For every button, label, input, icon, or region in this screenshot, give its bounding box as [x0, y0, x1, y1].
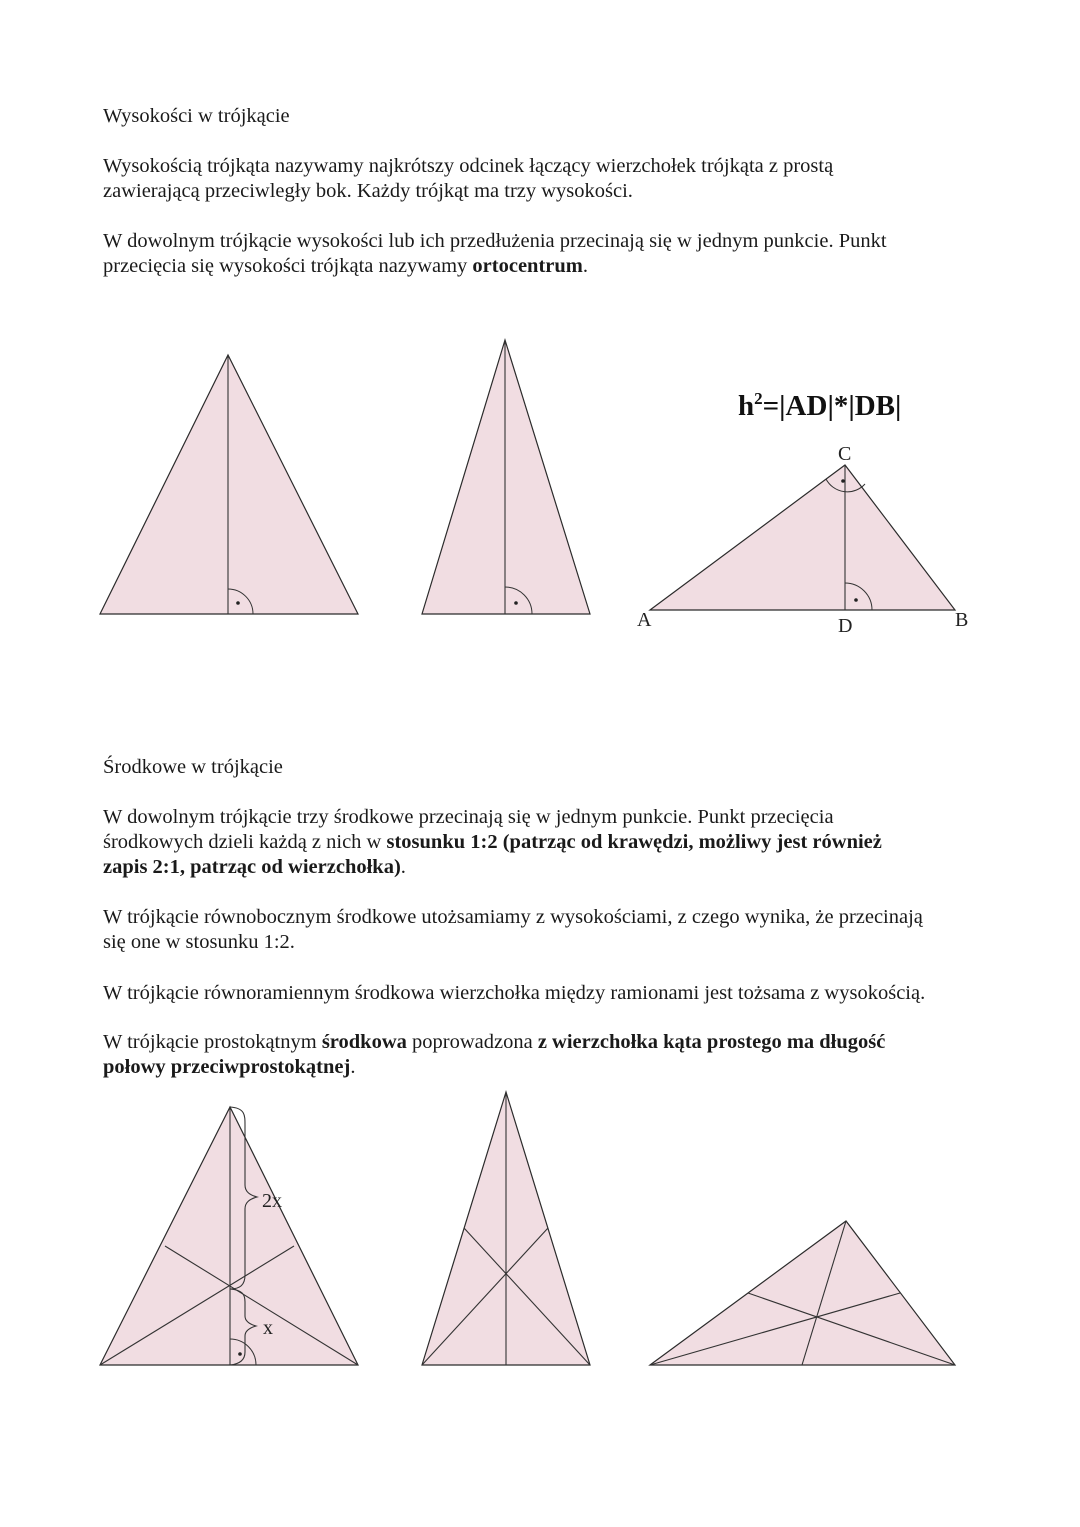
triangle-altitude-2: [422, 340, 590, 614]
median-figures: [0, 1085, 1080, 1385]
label-a: A: [637, 609, 652, 631]
term-ortocentrum: ortocentrum: [472, 255, 583, 277]
paragraph-right-triangle-median: W trójkącie prostokątnym środkowa poprowadzona z wierzchołka kąta prostego ma długość połowy przeciwprostokątnej.: [103, 1031, 886, 1078]
paragraph-isosceles: W trójkącie równoramiennym środkowa wierzchołka między ramionami jest tożsama z wysokością.: [103, 982, 926, 1004]
paragraph-height-definition: Wysokością trójkąta nazywamy najkrótszy odcinek łączący wierzchołek trójkąta z prostą zawierającą przeciwległy bok. Każdy trójkąt ma trzy wysokości.: [103, 155, 834, 202]
triangle-medians-isosceles: [422, 1092, 590, 1365]
label-b: B: [955, 609, 969, 631]
label-2x: 2x: [262, 1190, 282, 1212]
triangle-medians-equilateral: [100, 1107, 358, 1365]
paragraph-medians-ratio: W dowolnym trójkącie trzy środkowe przecinają się w jednym punkcie. Punkt przecięcia środkowych dzieli każdą z nich w stosunku 1:2 (patrząc od krawędzi, możliwy jest również zapis 2:1, patrząc od wierzchołka).: [103, 806, 882, 878]
section-title-medians: Środkowe w trójkącie: [103, 756, 283, 778]
label-x: x: [263, 1317, 273, 1339]
formula-height-squared: $h^2=|AD|*|DB|$: [738, 389, 902, 422]
triangle-medians-scalene: [650, 1221, 955, 1365]
paragraph-equilateral: W trójkącie równobocznym środkowe utożsamiamy z wysokościami, z czego wynika, że przecinają się one w stosunku 1:2.: [103, 906, 923, 953]
triangle-altitude-1: [100, 355, 358, 614]
label-c: C: [838, 443, 852, 465]
paragraph-orthocenter: W dowolnym trójkącie wysokości lub ich przedłużenia przecinają się w jednym punkcie. Punkt przecięcia się wysokości trójkąta nazywamy ortocentrum.: [103, 230, 887, 277]
triangle-right-altitude: [650, 465, 955, 610]
section-title-heights: Wysokości w trójkącie: [103, 105, 290, 127]
altitude-figures: [0, 330, 1080, 690]
label-d: D: [838, 615, 853, 637]
